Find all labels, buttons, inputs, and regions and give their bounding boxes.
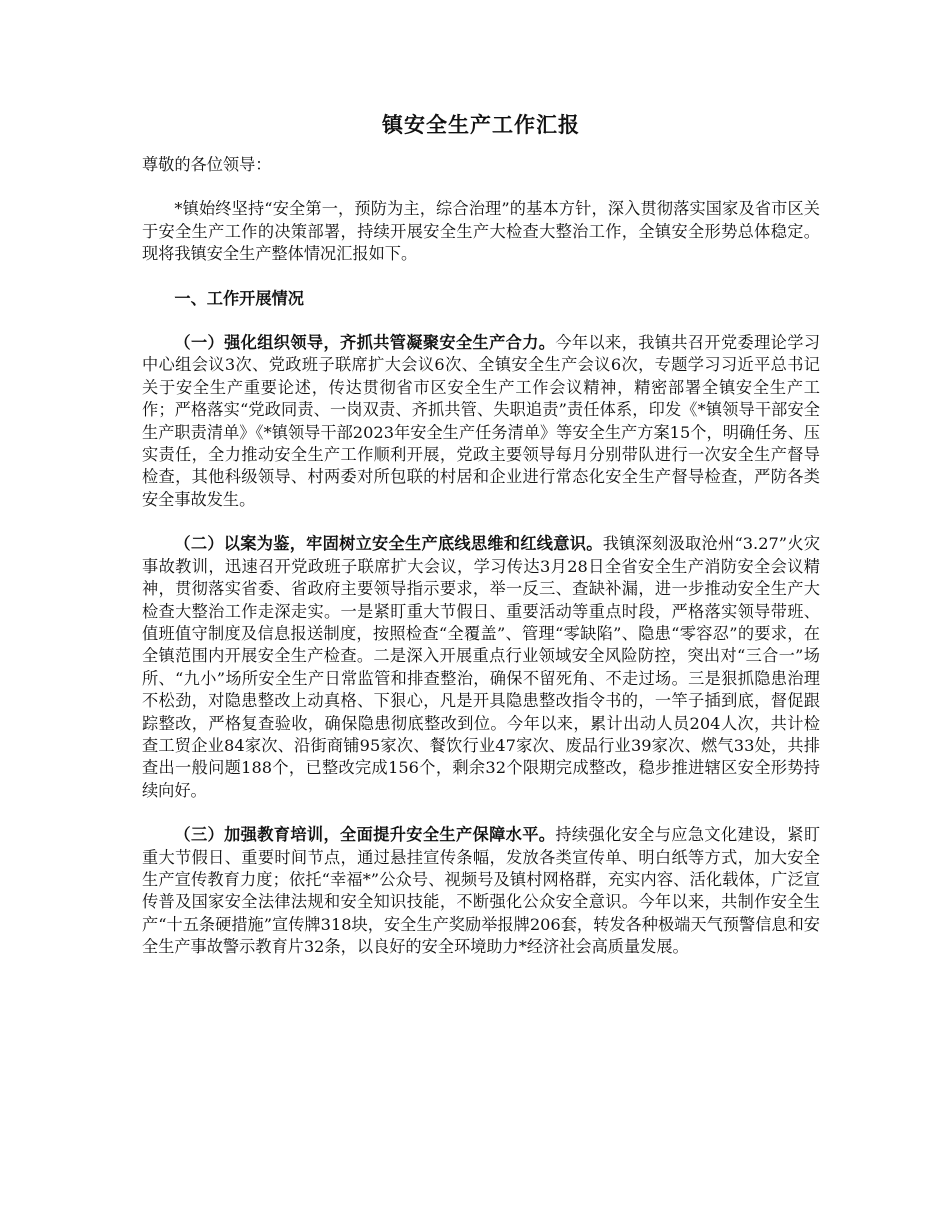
section-heading: 一、工作开展情况 <box>174 288 304 308</box>
salutation: 尊敬的各位领导： <box>142 155 272 174</box>
paragraph-lead: （三）加强教育培训，全面提升安全生产保障水平。 <box>174 825 556 845</box>
paragraph-item-2 <box>142 533 820 802</box>
paragraph-lead: （二）以案为鉴，牢固树立安全生产底线思维和红线意识。 <box>174 534 603 554</box>
document-page <box>142 110 820 981</box>
paragraph-body: 持续强化安全与应急文化建设，紧盯重大节假日、重要时间节点，通过悬挂宣传条幅，发放各类宣传单、明白纸等方式，加大安全生产宣传教育力度；依托“幸福*”公众号、视频号及镇村网格群，充实内容、活化载体，广泛宣传普及国家安全法律法规和安全知识技能，不断强化公众安全意识。今年以来，共制作安全生产“十五条硬措施”宣传牌318块，安全生产奖励举报牌206套，转发各种极端天气预警信息和安全生产事故警示教育片32条，以良好的安全环境助力*经济社会高质量发展。 <box>142 825 821 957</box>
document-title: 镇安全生产工作汇报 <box>382 112 580 137</box>
paragraph-body: 我镇深刻汲取沧州“3.27”火灾事故教训，迅速召开党政班子联席扩大会议，学习传达3月28日全省安全生产消防安全会议精神，贯彻落实省委、省政府主要领导指示要求，举一反三、查缺补漏，进一步推动安全生产大检查大整治工作走深走实。一是紧盯重大节假日、重要活动等重点时段，严格落实领导带班、值班值守制度及信息报送制度，按照检查“全覆盖”、管理“零缺陷”、隐患“零容忍”的要求，在全镇范围内开展安全生产检查。二是深入开展重点行业领域安全风险防控，突出对“三合一”场所、“九小”场所安全生产日常监管和排查整治，确保不留死角、不走过场。三是狠抓隐患治理不松劲，对隐患整改上动真格、下狠心，凡是开具隐患整改指令书的，一竿子插到底，督促跟踪整改，严格复查验收，确保隐患彻底整改到位。今年以来，累计出动人员204人次，共计检查工贸企业84家次、沿街商铺95家次、餐饮行业47家次、废品行业39家次、燃气33处，共排查出一般问题188个，已整改完成156个，剩余32个限期完成整改，稳步推进辖区安全形势持续向好。 <box>142 534 821 800</box>
paragraph-item-3 <box>142 824 820 958</box>
paragraph-lead: （一）强化组织领导，齐抓共管凝聚安全生产合力。 <box>174 333 556 353</box>
intro-paragraph: *镇始终坚持“安全第一，预防为主，综合治理”的基本方针，深入贯彻落实国家及省市区关于安全生产工作的决策部署，持续开展安全生产大检查大整治工作，全镇安全形势总体稳定。现将我镇安全生产整体情况汇报如下。 <box>142 199 820 264</box>
paragraph-body: 今年以来，我镇共召开党委理论学习中心组会议3次、党政班子联席扩大会议6次、全镇安全生产会议6次，专题学习习近平总书记关于安全生产重要论述，传达贯彻省市区安全生产工作会议精神，精密部署全镇安全生产工作；严格落实“党政同责、一岗双责、齐抓共管、失职追责”责任体系，印发《*镇领导干部安全生产职责清单》《*镇领导干部2023年安全生产任务清单》等安全生产方案15个，明确任务、压实责任，全力推动安全生产工作顺利开展，党政主要领导每月分别带队进行一次安全生产督导检查，其他科级领导、村两委对所包联的村居和企业进行常态化安全生产督导检查，严防各类安全事故发生。 <box>142 333 821 509</box>
paragraph-item-1 <box>142 332 820 511</box>
